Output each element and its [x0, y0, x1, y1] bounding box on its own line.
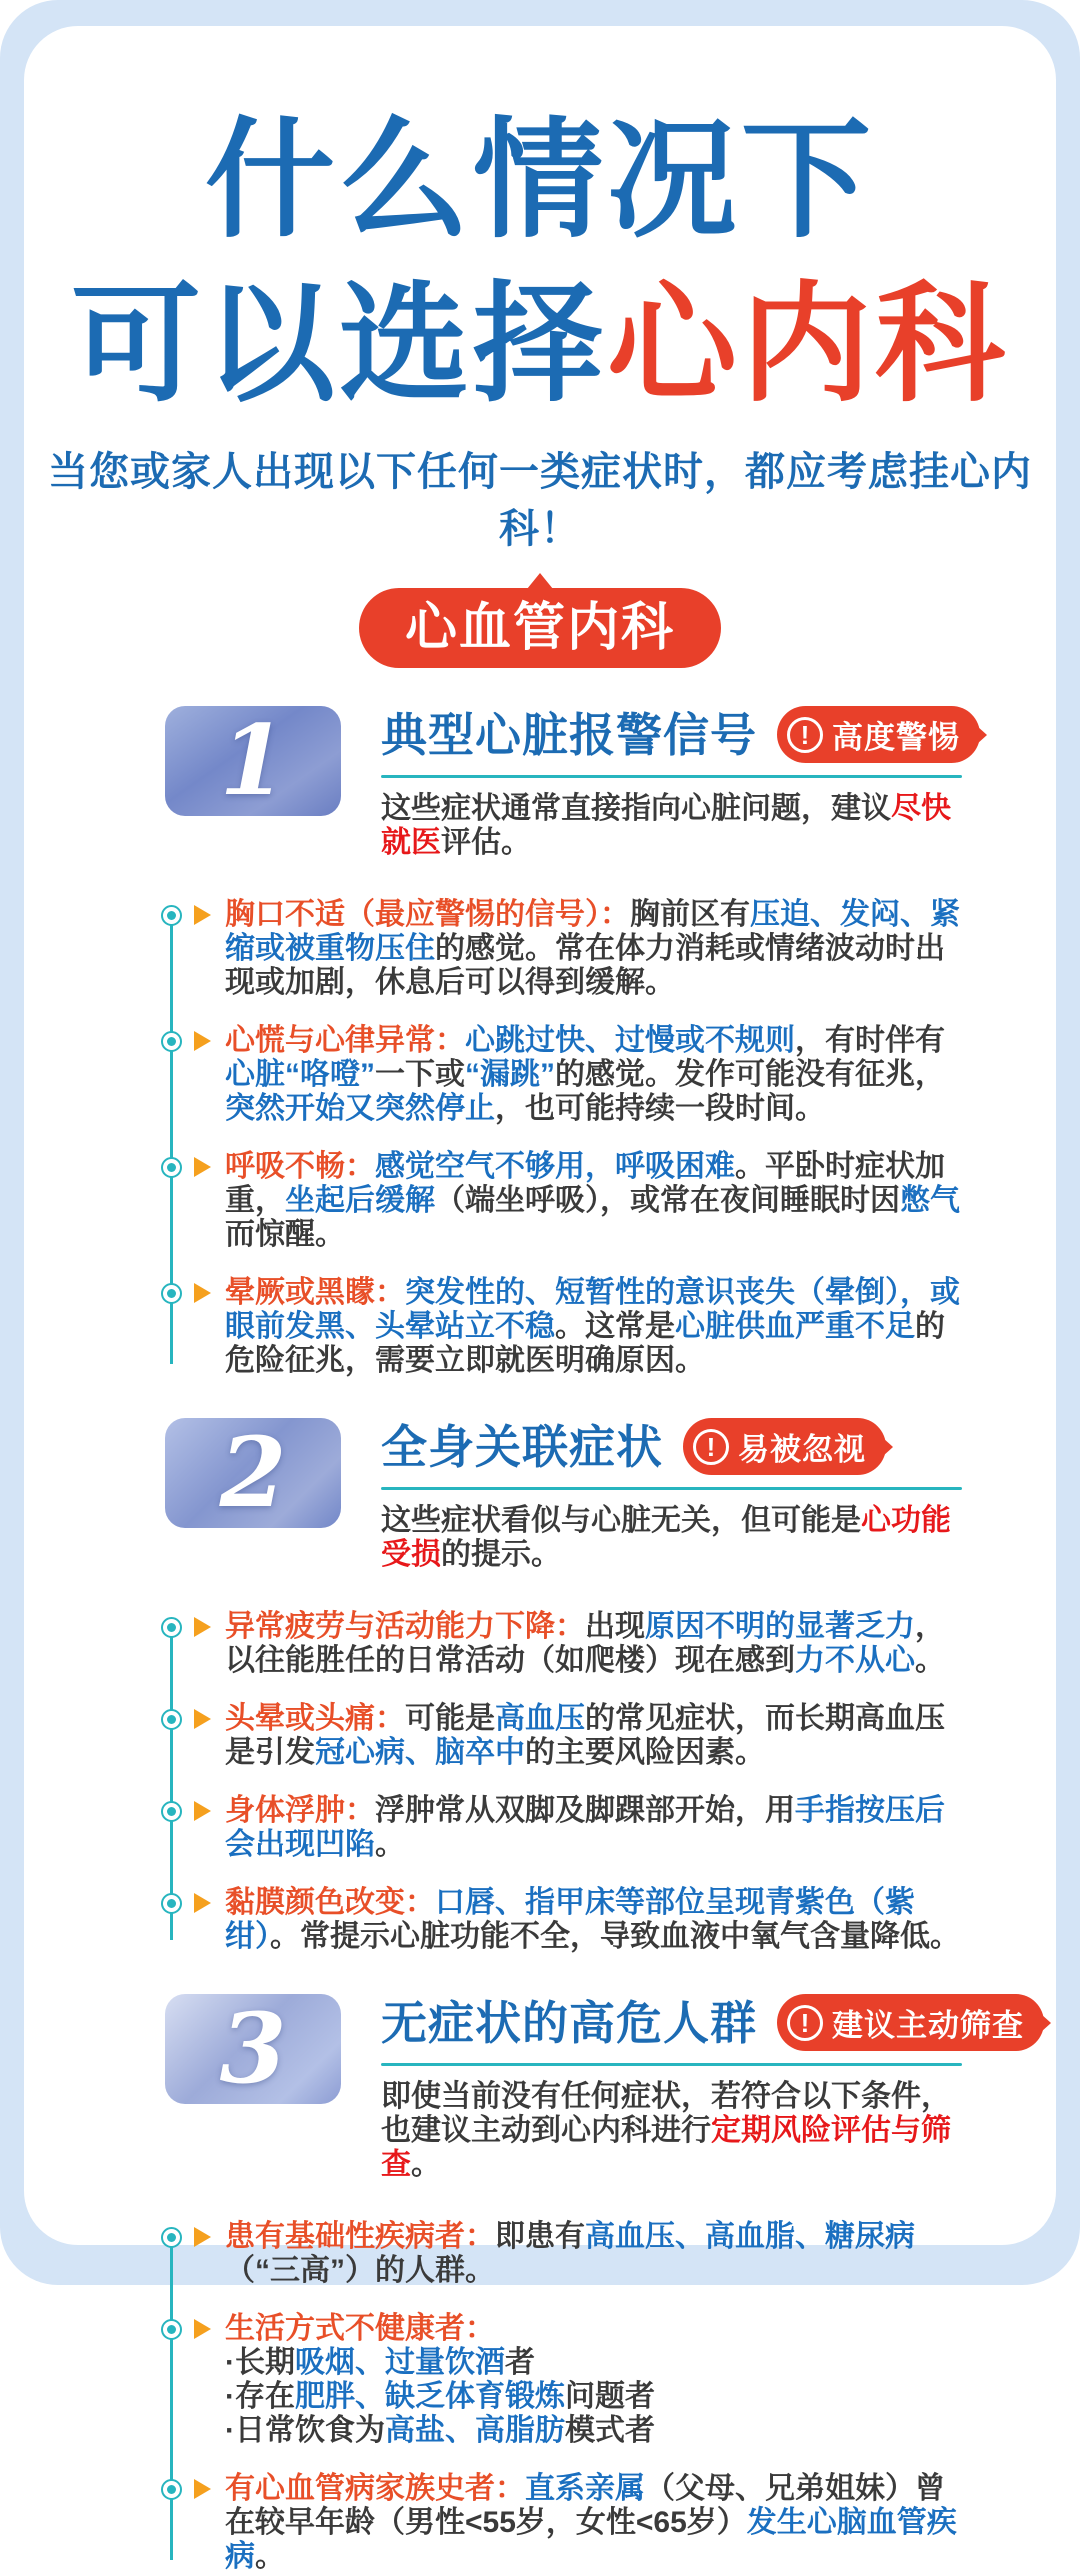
bullet-text — [225, 1024, 962, 1126]
section-title: 全身关联症状 — [381, 1420, 663, 1473]
text-segment: 压迫、发闷、紧缩或被重物压住 — [225, 898, 960, 965]
text-segment: 。常提示心脏功能不全，导致血液中氧气含量降低。 — [270, 1920, 960, 1953]
section-1 — [165, 706, 962, 1378]
exclamation-icon: ! — [693, 1429, 729, 1465]
title-line2-blue: 可以选择 — [70, 271, 607, 417]
text-segment: ·存在 — [225, 2380, 295, 2413]
bullet-arrow-icon — [194, 1031, 211, 1051]
bullet-item — [165, 1610, 962, 1678]
text-segment: 头晕或头痛： — [225, 1702, 405, 1735]
text-segment: 问题者 — [565, 2380, 655, 2413]
bullet-text — [225, 2312, 962, 2346]
bullet-arrow-icon — [194, 2227, 211, 2247]
section-description — [381, 2080, 962, 2182]
text-segment: 心慌与心律异常： — [225, 1024, 465, 1057]
section-title-row — [381, 1418, 962, 1475]
section-header — [165, 706, 962, 860]
section-3 — [165, 1992, 1024, 2574]
bullet-arrow-icon — [194, 1283, 211, 1303]
text-segment: 身体浮肿： — [225, 1794, 375, 1827]
poster-subtitle: 当您或家人出现以下任何一类症状时，都应考虑挂心内科！ — [48, 450, 1032, 551]
poster-header — [24, 26, 1056, 668]
text-segment: 者 — [505, 2346, 535, 2379]
alert-badge — [683, 1418, 886, 1475]
bullet-item — [165, 2312, 962, 2448]
section-header — [165, 1992, 1024, 2182]
text-segment: （父母、兄弟姐妹）曾在较早年龄（男性<55岁，女性<65岁） — [225, 2472, 945, 2539]
sub-list — [225, 2346, 962, 2448]
text-segment: 冠心病、脑卒中 — [315, 1736, 525, 1769]
bullet-text — [225, 1610, 962, 1678]
bullet-node-icon — [161, 2227, 182, 2248]
alert-badge — [777, 706, 980, 763]
sections-container — [24, 706, 1056, 2574]
text-segment: 高血压、高血脂、糖尿病 — [585, 2220, 915, 2253]
bullet-item — [165, 1024, 962, 1126]
text-segment: 的主要风险因素。 — [525, 1736, 765, 1769]
text-segment: 胸口不适（最应警惕的信号）： — [225, 898, 630, 931]
text-segment: 的提示。 — [441, 1538, 561, 1571]
bullet-item — [165, 1702, 962, 1770]
title-line1: 什么情况下 — [204, 107, 875, 253]
text-segment: 。 — [255, 2540, 285, 2573]
text-segment: 。这常是 — [555, 1310, 675, 1343]
text-segment: 生活方式不健康者： — [225, 2312, 495, 2345]
bullet-item — [165, 2220, 962, 2288]
text-segment: 的感觉。常在体力消耗或情绪波动时出现或加剧，休息后可以得到缓解。 — [225, 932, 945, 999]
text-segment: （端坐呼吸），或常在夜间睡眠时因 — [435, 1184, 900, 1217]
bullet-text — [225, 1276, 962, 1378]
bullet-item — [165, 1150, 962, 1252]
text-segment: 憋气 — [900, 1184, 960, 1217]
text-segment: 胸前区有 — [630, 898, 750, 931]
exclamation-icon: ! — [787, 2005, 823, 2041]
text-segment: 力不从心 — [795, 1644, 915, 1677]
text-segment: 肥胖、缺乏体育锻炼 — [295, 2380, 565, 2413]
text-segment: 定期风险评估与筛查 — [381, 2114, 951, 2181]
bullet-arrow-icon — [194, 1709, 211, 1729]
text-segment: 浮肿常从双脚及脚踝部开始，用 — [375, 1794, 795, 1827]
text-segment: 高血压 — [495, 1702, 585, 1735]
text-segment: 原因不明的显著乏力 — [645, 1610, 915, 1643]
bullet-node-dot — [167, 2325, 176, 2334]
bullet-arrow-icon — [194, 2479, 211, 2499]
sub-list-item — [225, 2380, 962, 2414]
section-divider — [381, 775, 962, 778]
text-segment: 。平卧时症状加重， — [225, 1150, 945, 1217]
bullet-arrow-icon — [194, 1157, 211, 1177]
bullet-item — [165, 1886, 962, 1954]
bullet-node-icon — [161, 1283, 182, 1304]
text-segment: 评估。 — [441, 826, 531, 859]
text-segment: 直系亲属 — [525, 2472, 645, 2505]
bullet-arrow-icon — [194, 1617, 211, 1637]
text-segment: 高盐、高脂肪 — [385, 2414, 565, 2447]
text-segment: 即患有 — [495, 2220, 585, 2253]
bullet-arrow-icon — [194, 2319, 211, 2339]
text-segment: ·长期 — [225, 2346, 295, 2379]
text-segment: 模式者 — [565, 2414, 655, 2447]
text-segment: 有心血管病家族史者： — [225, 2472, 525, 2505]
bullet-node-dot — [167, 1807, 176, 1816]
text-segment: 黏膜颜色改变： — [225, 1886, 435, 1919]
text-segment: 即使当前没有任何症状，若符合以下条件，也建议主动到心内科进行 — [381, 2080, 951, 2147]
bullet-node-dot — [167, 2485, 176, 2494]
alert-badge-label: 高度警惕 — [832, 720, 960, 755]
text-segment: 心跳过快、过慢或不规则 — [465, 1024, 795, 1057]
bullet-node-icon — [161, 2479, 182, 2500]
section-photo-man-sleeping-on-sofa — [165, 1994, 341, 2104]
text-segment: 吸烟、过量饮酒 — [295, 2346, 505, 2379]
alert-badge-label: 易被忽视 — [738, 1432, 866, 1467]
bullet-text — [225, 1702, 962, 1770]
bullet-item — [165, 1794, 962, 1862]
bullet-text — [225, 1886, 962, 1954]
bullet-node-dot — [167, 1163, 176, 1172]
bullet-node-dot — [167, 1037, 176, 1046]
text-segment: 而惊醒。 — [225, 1218, 345, 1251]
exclamation-icon: ! — [787, 717, 823, 753]
section-description — [381, 1504, 962, 1572]
section-title: 典型心脏报警信号 — [381, 708, 757, 761]
bullet-text — [225, 1150, 962, 1252]
bullet-node-dot — [167, 2233, 176, 2242]
bullet-text — [225, 2472, 962, 2574]
page-title — [24, 98, 1056, 426]
text-segment: ，有时伴有 — [795, 1024, 945, 1057]
section-title: 无症状的高危人群 — [381, 1996, 757, 2049]
bullet-list — [165, 898, 962, 1378]
text-segment: 心功能受损 — [381, 1504, 951, 1571]
text-segment: 口唇、指甲床等部位呈现青紫色（紫绀） — [225, 1886, 915, 1953]
text-segment: 手指按压后会出现凹陷 — [225, 1794, 945, 1861]
bullet-node-icon — [161, 1157, 182, 1178]
text-segment: 突发性的、短暂性的意识丧失（晕倒），或眼前发黑、头晕站立不稳 — [225, 1276, 960, 1343]
bullet-arrow-icon — [194, 905, 211, 925]
text-segment: （“三高”）的人群。 — [225, 2254, 495, 2287]
bullet-item — [165, 1276, 962, 1378]
bullet-text — [225, 898, 962, 1000]
text-segment: 可能是 — [405, 1702, 495, 1735]
text-segment: 的危险征兆，需要立即就医明确原因。 — [225, 1310, 945, 1377]
bullet-text — [225, 1794, 962, 1862]
section-number: 2 — [219, 1416, 287, 1529]
text-segment: 心脏“咯噔” — [225, 1058, 375, 1091]
bullet-arrow-icon — [194, 1893, 211, 1913]
bullet-node-icon — [161, 905, 182, 926]
bullet-list — [165, 1610, 962, 1954]
text-segment: 坐起后缓解 — [285, 1184, 435, 1217]
text-segment: “漏跳” — [465, 1058, 555, 1091]
text-segment: 。 — [915, 1644, 945, 1677]
section-title-row — [381, 706, 962, 763]
sub-list-item — [225, 2414, 962, 2448]
bullet-node-dot — [167, 1289, 176, 1298]
bullet-node-icon — [161, 1709, 182, 1730]
bullet-node-dot — [167, 1715, 176, 1724]
text-segment: 的常见症状，而长期高血压是引发 — [225, 1702, 945, 1769]
bullet-node-dot — [167, 1899, 176, 1908]
sub-list-item — [225, 2346, 962, 2380]
bullet-node-icon — [161, 1617, 182, 1638]
bullet-item — [165, 898, 962, 1000]
department-badge: 心血管内科 — [359, 588, 721, 668]
text-segment: 患有基础性疾病者： — [225, 2220, 495, 2253]
text-segment: 这些症状看似与心脏无关，但可能是 — [381, 1504, 861, 1537]
section-title-row — [381, 1994, 1024, 2051]
section-number: 1 — [219, 704, 287, 817]
text-segment: 的感觉。发作可能没有征兆， — [555, 1058, 945, 1091]
text-segment: ，以往能胜任的日常活动（如爬楼）现在感到 — [225, 1610, 945, 1677]
text-segment: 。 — [375, 1828, 405, 1861]
text-segment: 尽快就医 — [381, 792, 951, 859]
bullet-item — [165, 2472, 962, 2574]
section-header-text — [381, 1994, 1024, 2182]
text-segment: 出现 — [585, 1610, 645, 1643]
title-line2-red: 心内科 — [607, 271, 1010, 417]
bullet-node-dot — [167, 1623, 176, 1632]
bullet-node-icon — [161, 1801, 182, 1822]
section-number: 3 — [219, 1992, 287, 2105]
text-segment: 呼吸不畅： — [225, 1150, 375, 1183]
section-photo-elderly-couple-on-sofa — [165, 1418, 341, 1528]
section-2 — [165, 1418, 962, 1954]
section-header — [165, 1418, 962, 1572]
bullet-node-icon — [161, 2319, 182, 2340]
text-segment: 心脏供血严重不足 — [675, 1310, 915, 1343]
text-segment: 。 — [411, 2148, 441, 2181]
text-segment: ，也可能持续一段时间。 — [495, 1092, 825, 1125]
text-segment: ·日常饮食为 — [225, 2414, 385, 2447]
bullet-node-icon — [161, 1893, 182, 1914]
poster-card — [24, 26, 1056, 2573]
section-divider — [381, 2063, 962, 2066]
text-segment: 一下或 — [375, 1058, 465, 1091]
bullet-node-dot — [167, 911, 176, 920]
bullet-text — [225, 2220, 962, 2288]
text-segment: 这些症状通常直接指向心脏问题，建议 — [381, 792, 891, 825]
section-header-text — [381, 1418, 962, 1572]
bullet-arrow-icon — [194, 1801, 211, 1821]
section-photo-elderly-man-clutching-chest — [165, 706, 341, 816]
text-segment: 晕厥或黑矇： — [225, 1276, 405, 1309]
text-segment: 发生心脑血管疾病 — [225, 2506, 957, 2573]
alert-badge — [777, 1994, 1044, 2051]
section-divider — [381, 1487, 962, 1490]
alert-badge-label: 建议主动筛查 — [832, 2008, 1024, 2043]
text-segment: 突然开始又突然停止 — [225, 1092, 495, 1125]
bullet-node-icon — [161, 1031, 182, 1052]
section-description — [381, 792, 962, 860]
section-header-text — [381, 706, 962, 860]
text-segment: 感觉空气不够用，呼吸困难 — [375, 1150, 735, 1183]
bullet-list — [165, 2220, 962, 2574]
text-segment: 异常疲劳与活动能力下降： — [225, 1610, 585, 1643]
